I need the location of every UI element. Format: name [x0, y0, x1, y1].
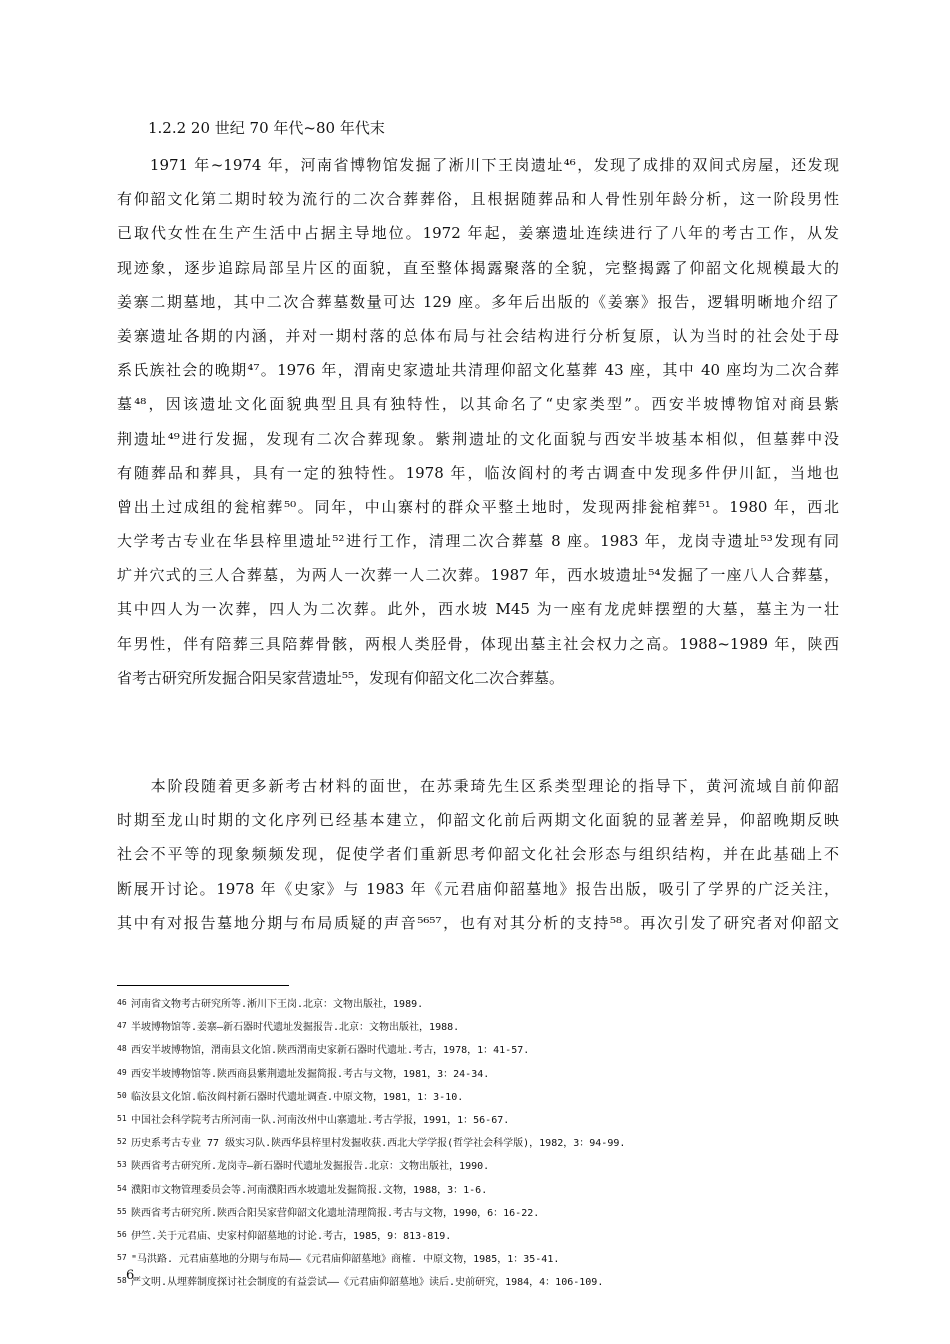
footnote [117, 1201, 857, 1224]
footnote [117, 992, 857, 1015]
footnote [117, 1270, 857, 1293]
footnote-text: 河南省文物考古研究所等.淅川下王岗.北京：文物出版社，1989. [131, 999, 424, 1010]
footnote-number: 47 [117, 1021, 127, 1031]
text-line: 已取代女性在生产生活中占据主导地位。1972 年起，姜寨遗址连续进行了八年的考古工作，从发 [117, 224, 839, 243]
footnote-text: 中国社会科学院考古所河南一队.河南汝州中山寨遗址.考古学报，1991，1：56-67. [131, 1115, 510, 1127]
footnote-text: 半坡博物馆等.姜寨—新石器时代遗址发掘报告.北京：文物出版社，1988. [131, 1022, 460, 1034]
footnote-number: 55 [117, 1206, 127, 1216]
footnote-text: 陕西省考古研究所.陕西合阳吴家营仰韶文化遗址清理简报.考古与文物，1990，6：16-22. [131, 1207, 540, 1219]
footnote-text: 临汝县文化馆.临汝阎村新石器时代遗址调查.中原文物，1981，1：3-10. [131, 1091, 464, 1103]
text-line: 现迹象，逐步追踪局部呈片区的面貌，直至整体揭露聚落的全貌，完整揭露了仰韶文化规模最大的 [117, 258, 839, 277]
text-line: 其中四人为一次葬，四人为二次葬。此外，西水坡 M45 为一座有龙虎蚌摆塑的大墓，墓主为一壮 [117, 600, 839, 619]
text-line: 时期至龙山时期的文化序列已经基本建立，仰韶文化前后两期文化面貌的显著差异，仰韶晚期反映 [117, 811, 839, 830]
footnote-text: 历史系考古专业 77 级实习队.陕西华县梓里村发掘收获.西北大学学报(哲学社会科学版)，1982，3：94-99. [131, 1138, 626, 1150]
footnote-number: 58 [117, 1276, 127, 1286]
page-number: 6 [126, 1268, 135, 1283]
text-line: 本阶段随着更多新考古材料的面世，在苏秉琦先生区系类型理论的指导下，黄河流域自前仰韶 [117, 777, 839, 795]
footnote [117, 1062, 857, 1085]
text-line: 大学考古专业在华县梓里遗址⁵²进行工作，清理二次合葬墓 8 座。1983 年，龙岗寺遗址⁵³发现有同 [117, 532, 839, 551]
footnote-number: 48 [117, 1044, 127, 1054]
footnote [117, 1131, 857, 1154]
footnote-number: 54 [117, 1183, 127, 1193]
text-line: 其中有对报告墓地分期与布局质疑的声音⁵⁶⁵⁷，也有对其分析的支持⁵⁸。再次引发了研究者对仰韶文 [117, 913, 839, 932]
footnote-number: 49 [117, 1067, 127, 1077]
text-line: 省考古研究所发掘合阳吴家营遗址⁵⁵，发现有仰韶文化二次合葬墓。 [117, 668, 565, 687]
footnote [117, 1108, 857, 1131]
footnote-number: 52 [117, 1137, 127, 1147]
footnote-text: "马洪路. 元君庙墓地的分期与布局——《元君庙仰韶墓地》商榷. 中原文物，1985，1：35-41. [131, 1254, 560, 1266]
footnote-number: 46 [117, 998, 127, 1007]
footnote [117, 1154, 857, 1177]
text-line: 1971 年~1974 年，河南省博物馆发掘了淅川下王岗遗址⁴⁶，发现了成排的双间式房屋，还发现 [117, 156, 839, 174]
footnote-separator [117, 985, 289, 986]
paragraph-2 [117, 769, 839, 940]
footnote-number: 50 [117, 1090, 127, 1100]
footnote-text: 濮阳市文物管理委员会等.河南濮阳西水坡遗址发掘简报.文物，1988，3：1-6. [131, 1184, 488, 1196]
footnote-text: 严文明.从埋葬制度探讨社会制度的有益尝试——《元君庙仰韶墓地》读后.史前研究，1984，4：106-109. [131, 1277, 604, 1289]
text-line: 年男性，伴有陪葬三具陪葬骨骸，两根人类胫骨，体现出墓主社会权力之高。1988~1989 年，陕西 [117, 634, 839, 653]
footnote [117, 1085, 857, 1108]
paragraph-1 [117, 148, 839, 695]
text-line: 圹并穴式的三人合葬墓，为两人一次葬一人二次葬。1987 年，西水坡遗址⁵⁴发掘了一座八人合葬墓， [117, 566, 839, 585]
text-line: 曾出土过成组的瓮棺葬⁵⁰。同年，中山寨村的群众平整土地时，发现两排瓮棺葬⁵¹。1980 年，西北 [117, 497, 839, 516]
text-line: 有仰韶文化第二期时较为流行的二次合葬葬俗，且根据随葬品和人骨性别年龄分析，这一阶段男性 [117, 190, 839, 209]
text-line: 系氏族社会的晚期⁴⁷。1976 年，渭南史家遗址共清理仰韶文化墓葬 43 座，其中 40 座均为二次合葬 [117, 361, 839, 380]
footnote-text: 伊竺.关于元君庙、史家村仰韶墓地的讨论.考古，1985，9：813-819. [131, 1231, 452, 1243]
footnote-number: 56 [117, 1230, 127, 1240]
footnote-number: 53 [117, 1160, 127, 1170]
footnote [117, 1224, 857, 1247]
text-line: 姜寨二期墓地，其中二次合葬墓数量可达 129 座。多年后出版的《姜寨》报告，逻辑明晰地介绍了 [117, 292, 839, 311]
footnote [117, 1247, 857, 1270]
text-line: 荆遗址⁴⁹进行发掘，发现有二次合葬现象。紫荆遗址的文化面貌与西安半坡基本相似，但墓葬中没 [117, 429, 839, 448]
footnote [117, 1038, 857, 1061]
footnote-text: 陕西省考古研究所.龙岗寺—新石器时代遗址发掘报告.北京：文物出版社，1990. [131, 1161, 490, 1173]
text-line: 断展开讨论。1978 年《史家》与 1983 年《元君庙仰韶墓地》报告出版，吸引了学界的广泛关注， [117, 879, 839, 898]
text-line: 有随葬品和葬具，具有一定的独特性。1978 年，临汝阎村的考古调查中发现多件伊川缸，当地也 [117, 463, 839, 482]
text-line: 墓⁴⁸，因该遗址文化面貌典型且具有独特性，以其命名了“史家类型”。西安半坡博物馆对商县紫 [117, 395, 839, 414]
footnote-text: 西安半坡博物馆等.陕西商县紫荆遗址发掘简报.考古与文物，1981，3：24-34. [131, 1068, 490, 1080]
text-line: 社会不平等的现象频频发现，促使学者们重新思考仰韶文化社会形态与组织结构，并在此基础上不 [117, 845, 839, 864]
footnote [117, 1178, 857, 1201]
footnote-text: 西安半坡博物馆，渭南县文化馆.陕西渭南史家新石器时代遗址.考古，1978，1：41-57. [131, 1045, 530, 1057]
text-line: 姜寨遗址各期的内涵，并对一期村落的总体布局与社会结构进行分析复原，认为当时的社会处于母 [117, 326, 839, 345]
section-heading: 1.2.2 20 世纪 70 年代~80 年代末 [148, 119, 385, 137]
footnote-number: 57 [117, 1253, 127, 1263]
footnote-number: 51 [117, 1114, 127, 1124]
footnotes [117, 992, 857, 1294]
footnote [117, 1015, 857, 1038]
